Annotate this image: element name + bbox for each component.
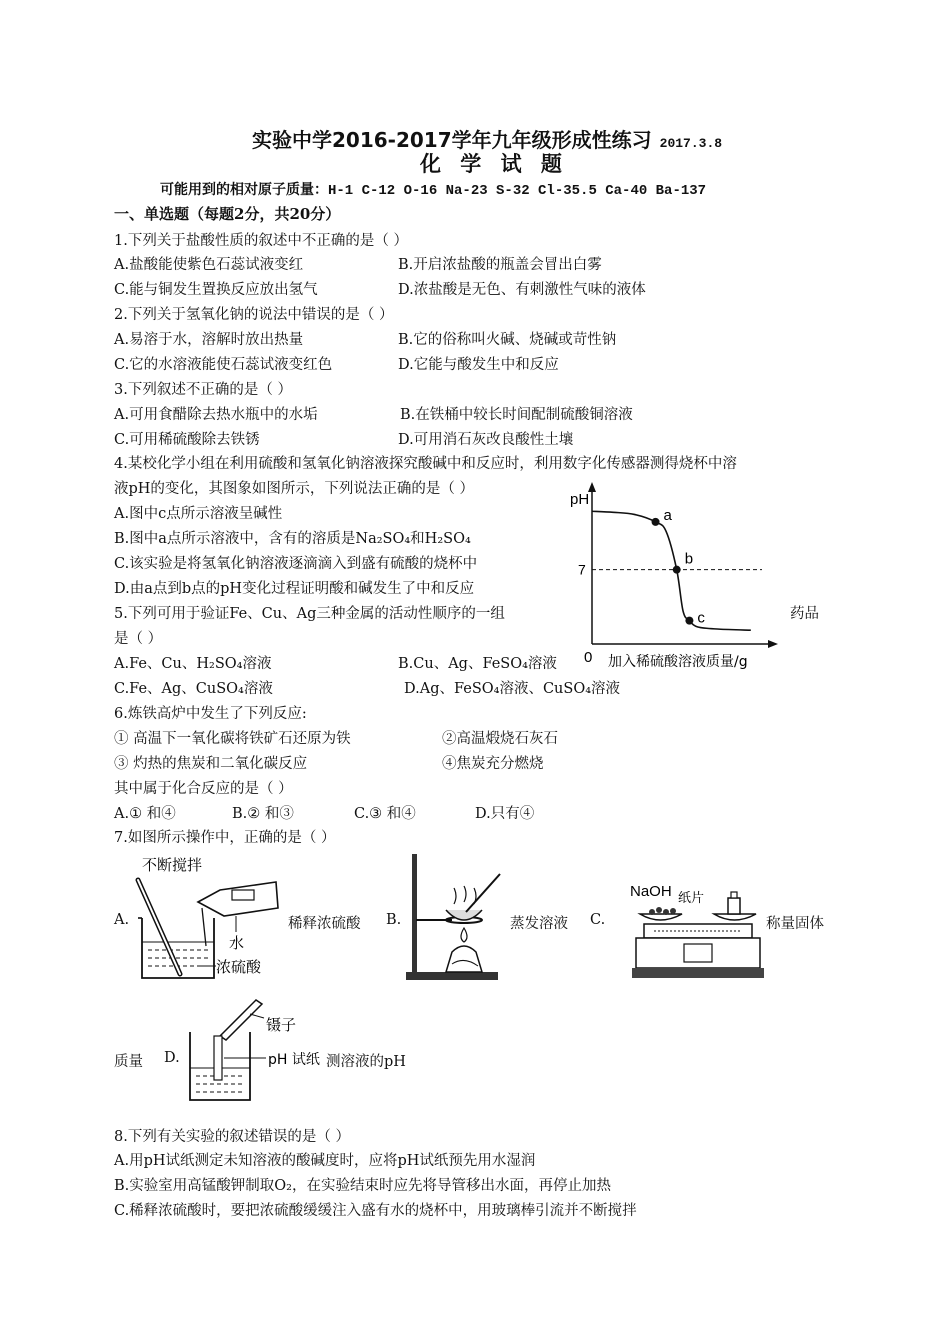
y-axis-label: pH <box>570 491 590 508</box>
right-pan <box>714 914 756 920</box>
q7-option-c-letter: C. <box>590 912 606 928</box>
q1-option-c: C.能与铜发生置换反应放出氢气 <box>114 282 318 298</box>
q8-option-a: A.用pH试纸测定未知溶液的酸碱度时，应将pH试纸预先用水湿润 <box>114 1153 536 1169</box>
q5-stem-tail: 药品 <box>790 606 819 622</box>
q3-stem: 3.下列叙述不正确的是（ ） <box>114 382 292 398</box>
q1-option-d: D.浓盐酸是无色、有刺激性气味的液体 <box>398 282 646 298</box>
atomic-masses: 可能用到的相对原子质量：H-1 C-12 O-16 Na-23 S-32 Cl-35.5 Ca-40 Ba-137 <box>160 183 707 199</box>
section-heading: 一、单选题（每题2分，共20分） <box>114 205 341 223</box>
ph-curve <box>592 511 751 630</box>
q4-stem-line1: 4.某校化学小组在利用硫酸和氢氧化钠溶液探究酸碱中和反应时，利用数字化传感器测得烧杯中溶 <box>114 456 737 472</box>
fig-a-stir-label: 不断搅拌 <box>142 856 203 874</box>
alcohol-lamp <box>446 946 482 972</box>
y-axis-arrow <box>588 482 596 492</box>
title-text: 实验中学2016-2017学年九年级形成性练习 <box>252 128 652 152</box>
reference-label-7: 7 <box>578 561 586 578</box>
q4-stem-line2: 液pH的变化，其图象如图所示，下列说法正确的是（ ） <box>114 481 475 497</box>
q1-option-b: B.开启浓盐酸的瓶盖会冒出白雾 <box>398 257 602 273</box>
q2-stem: 2.下列关于氢氧化钠的说法中错误的是（ ） <box>114 307 394 323</box>
steam <box>454 886 476 904</box>
point-c <box>685 617 693 625</box>
q6-stem: 6.炼铁高炉中发生了下列反应: <box>114 706 307 722</box>
q2-option-a: A.易溶于水，溶解时放出热量 <box>114 332 304 348</box>
fig-a-water-label: 水 <box>229 934 245 952</box>
exam-date: 2017.3.8 <box>659 136 723 151</box>
x-axis-arrow <box>768 640 778 648</box>
point-label-c: c <box>697 609 705 627</box>
left-pan <box>640 914 682 920</box>
q4-option-b: B.图中a点所示溶液中，含有的溶质是Na₂SO₄和H₂SO₄ <box>114 531 471 547</box>
ph-chart <box>560 480 800 676</box>
glass-rod-inner <box>138 880 180 974</box>
point-label-b: b <box>684 550 694 568</box>
q7-option-b-letter: B. <box>386 912 402 928</box>
q1-stem: 1.下列关于盐酸性质的叙述中不正确的是（ ） <box>114 233 408 249</box>
q8-option-b: B.实验室用高锰酸钾制取O₂，在实验结束时应先将导管移出水面，再停止加热 <box>114 1178 611 1194</box>
point-a <box>652 518 660 526</box>
figure-b-evaporation <box>402 848 506 984</box>
q3-option-b: B.在铁桶中较长时间配制硫酸铜溶液 <box>400 407 633 423</box>
q6-option-d: D.只有④ <box>475 806 535 822</box>
fig-d-tweezers-label: 镊子 <box>266 1016 297 1034</box>
x-axis-label: 加入稀硫酸溶液质量/g <box>608 654 748 670</box>
fig-c-paper-label: 纸片 <box>678 891 705 906</box>
q5-option-d: D.Ag、FeSO₄溶液、CuSO₄溶液 <box>404 681 621 697</box>
ph-strip <box>214 1036 222 1080</box>
q2-option-c: C.它的水溶液能使石蕊试液变红色 <box>114 357 333 373</box>
q7-stem: 7.如图所示操作中，正确的是（ ） <box>114 830 336 846</box>
q7-option-c-text-cont: 质量 <box>114 1054 143 1070</box>
q6-reaction-3: ③ 灼热的焦炭和二氧化碳反应 <box>114 756 308 772</box>
q5-stem-line1: 5.下列可用于验证Fe、Cu、Ag三种金属的活动性顺序的一组 <box>114 606 505 622</box>
q3-option-a: A.可用食醋除去热水瓶中的水垢 <box>114 407 318 423</box>
q5-option-a: A.Fe、Cu、H₂SO₄溶液 <box>114 656 272 672</box>
figure-a-dilution <box>128 850 288 985</box>
q7-option-a-letter: A. <box>114 912 130 928</box>
q3-option-d: D.可用消石灰改良酸性土壤 <box>398 432 574 448</box>
exam-subtitle: 化 学 试 题 <box>420 152 568 176</box>
lamp-flame <box>461 928 467 942</box>
q6-option-c: C.③ 和④ <box>354 806 416 822</box>
q6-option-b: B.② 和③ <box>232 806 294 822</box>
tweezers <box>220 1000 262 1040</box>
q6-reaction-1: ① 高温下一氧化碳将铁矿石还原为铁 <box>114 731 351 747</box>
point-label-a: a <box>663 506 672 524</box>
q8-stem: 8.下列有关实验的叙述错误的是（ ） <box>114 1129 350 1145</box>
fig-a-acid-label: 浓硫酸 <box>216 958 262 976</box>
q6-reaction-2: ②高温煅烧石灰石 <box>442 731 558 747</box>
pour-stream <box>202 908 206 946</box>
figure-c-balance <box>630 878 764 982</box>
q6-option-a: A.① 和④ <box>114 806 176 822</box>
q7-option-c-text: 称量固体 <box>766 916 824 932</box>
stirring-rod <box>466 874 500 912</box>
stand-base <box>406 972 498 980</box>
figure-d-ph-test <box>180 996 330 1104</box>
q4-option-d: D.由a点到b点的pH变化过程证明酸和碱发生了中和反应 <box>114 581 475 597</box>
balance-base <box>632 968 764 978</box>
balance-window <box>684 944 712 962</box>
q7-option-a-text: 稀释浓硫酸 <box>288 916 361 932</box>
q2-option-b: B.它的俗称叫火碱、烧碱或苛性钠 <box>398 332 617 348</box>
q2-option-d: D.它能与酸发生中和反应 <box>398 357 559 373</box>
q7-option-d-text: 测溶液的pH <box>326 1054 406 1070</box>
q5-option-c: C.Fe、Ag、CuSO₄溶液 <box>114 681 273 697</box>
point-b <box>673 566 681 574</box>
weight <box>728 898 740 914</box>
q1-option-a: A.盐酸能使紫色石蕊试液变红 <box>114 257 304 273</box>
q8-option-c: C.稀释浓硫酸时，要把浓硫酸缓缓注入盛有水的烧杯中，用玻璃棒引流并不断搅拌 <box>114 1203 637 1219</box>
q7-option-d-letter: D. <box>164 1050 180 1066</box>
q5-stem-line2: 是（ ） <box>114 631 163 647</box>
tweezers-pointer <box>250 1014 264 1018</box>
fig-c-naoh-label: NaOH <box>630 883 672 900</box>
q6-reaction-4: ④焦炭充分燃烧 <box>442 756 544 772</box>
pouring-bottle <box>198 882 278 916</box>
q4-option-c: C.该实验是将氢氧化钠溶液逐滴滴入到盛有硫酸的烧杯中 <box>114 556 478 572</box>
q3-option-c: C.可用稀硫酸除去铁锈 <box>114 432 260 448</box>
weight-knob <box>731 892 737 898</box>
q5-option-b: B.Cu、Ag、FeSO₄溶液 <box>398 656 557 672</box>
fig-d-paper-label: pH 试纸 <box>268 1052 320 1068</box>
q6-ask: 其中属于化合反应的是（ ） <box>114 781 293 797</box>
origin-label: 0 <box>584 649 593 666</box>
q7-option-b-text: 蒸发溶液 <box>510 916 568 932</box>
q4-option-a: A.图中c点所示溶液呈碱性 <box>114 506 283 522</box>
stand-rod <box>412 854 417 974</box>
